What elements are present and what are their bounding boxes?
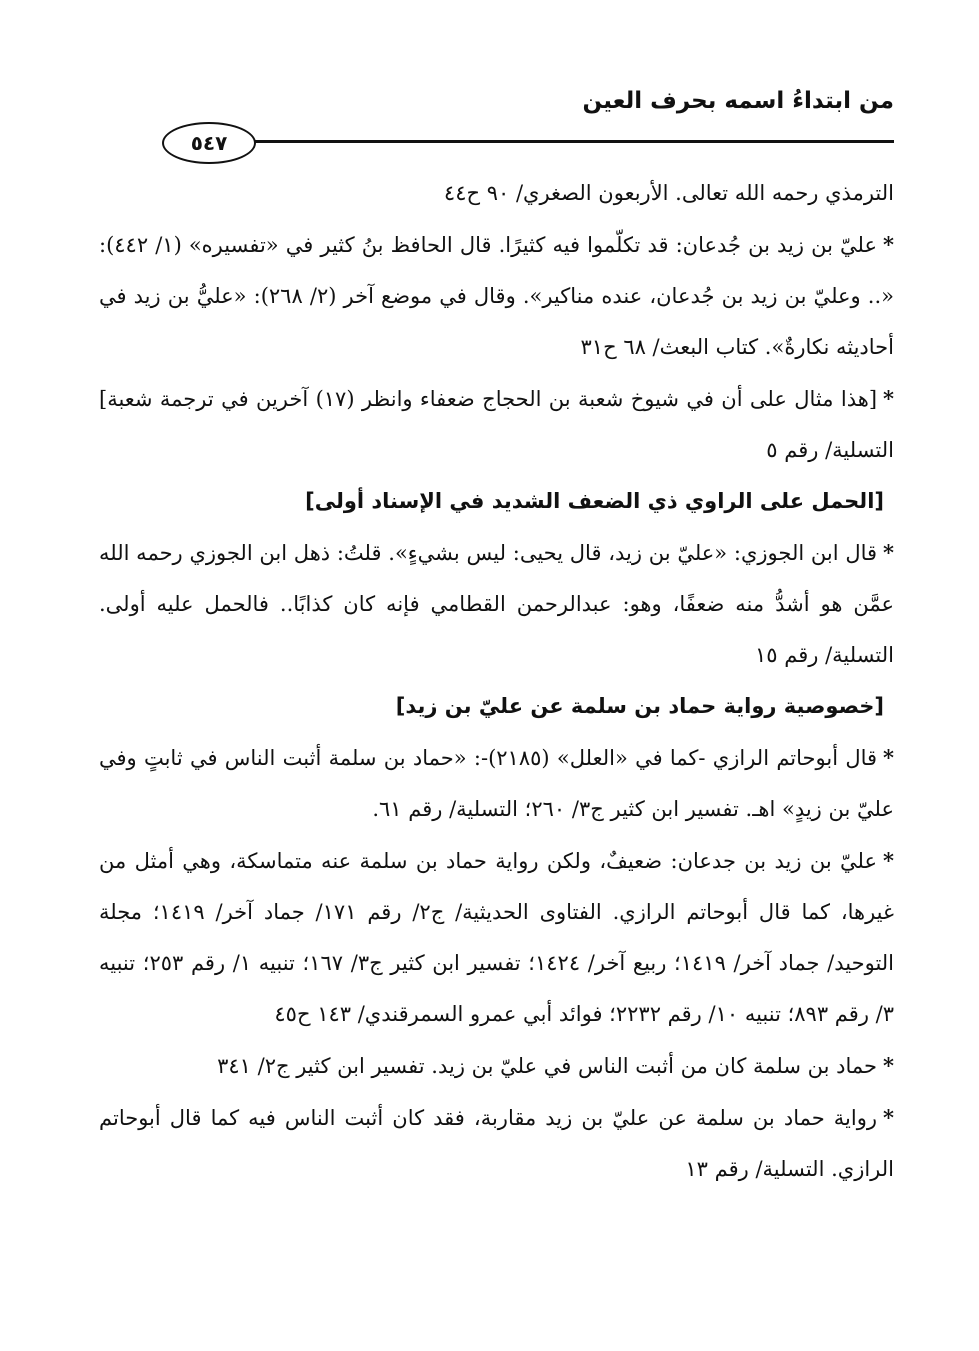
paragraph: *عليّ بن زيد بن جُدعان: قد تكلّموا فيه كثيرًا. قال الحافظ بنُ كثير في «تفسيره» (١/ ٤٤٢): «.. وعليّ بن زيد بن جُدعان، عنده مناكير». وقال في موضع آخر (٢/ ٢٦٨): «عليُّ بن زيد في أحاديثه نكارةٌ». كتاب البعث/ ٦٨ ح٣١ (99, 232, 894, 359)
bullet-star: * (883, 232, 894, 257)
paragraph: *[هذا مثال على أن في شيوخ شعبة بن الحجاج ضعفاء وانظر (١٧) آخرين في ترجمة شعبة] التسلية/ رقم ٥ (99, 386, 894, 462)
bullet-star: * (883, 848, 894, 873)
paragraph: *عليّ بن زيد بن جدعان: ضعيفٌ، ولكن رواية حماد بن سلمة عنه متماسكة، وهي أمثل من غيرها، كما قال أبوحاتم الرازي. الفتاوى الحديثية/ ج٢/ رقم ١٧١/ جماد آخر/ ١٤١٩؛ مجلة التوحيد/ جماد آخر/ ١٤١٩؛ ربيع آخر/ ١٤٢٤؛ تفسير ابن كثير ج٣/ ١٦٧؛ تنبيه ١/ رقم ٢٥٣؛ تنبيه ٣/ رقم ٨٩٣؛ تنبيه ١٠/ رقم ٢٢٣٢؛ فوائد أبي عمرو السمرقندي/ ١٤٣ ح٤٥ (99, 848, 895, 1026)
section-heading: [الحمل على الراوي ذي الضعف الشديد في الإسناد أولى] (305, 489, 884, 513)
running-title: من ابتداءُ اسمه بحرف العين (582, 88, 894, 114)
paragraph: *قال ابن الجوزي: «عليّ بن زيد، قال يحيى: ليس بشيءٍ». قلتُ: ذهل ابن الجوزي رحمه الله عمَّن هو أشدُّ منه ضعفًا، وهو: عبدالرحمن القطامي فإنه كان كذابًا.. فالحمل عليه أولى. التسلية/ رقم ١٥ (99, 540, 894, 667)
bullet-star: * (883, 745, 895, 770)
paragraph: *رواية حماد بن سلمة عن عليّ بن زيد مقاربة، فقد كان أثبت الناس فيه كما قال أبوحاتم الرازي. التسلية/ رقم ١٣ (99, 1105, 894, 1181)
bullet-star: * (883, 1105, 894, 1130)
body-text (99, 168, 894, 1195)
bullet-star: * (883, 1053, 894, 1078)
paragraph: *قال أبوحاتم الرازي -كما في «العلل» (٢١٨٥)-: «حماد بن سلمة أثبت الناس في ثابتٍ وفي عليّ بن زيدٍ» اهـ. تفسير ابن كثير ج٣/ ٢٦٠؛ التسلية/ رقم ٦١. (99, 745, 895, 821)
paragraph: الترمذي رحمه الله تعالى. الأربعون الصغري/ ٩٠ ح٤٤ (443, 181, 894, 205)
header-rule (254, 140, 894, 143)
bullet-star: * (883, 540, 894, 565)
bullet-star: * (883, 386, 894, 411)
section-heading: [خصوصية رواية حماد بن سلمة عن عليّ بن زيد] (395, 694, 884, 718)
paragraph: *حماد بن سلمة كان من أثبت الناس في عليّ بن زيد. تفسير ابن كثير ج٢/ ٣٤١ (217, 1053, 894, 1078)
page-number: ٥٤٧ (162, 122, 256, 164)
